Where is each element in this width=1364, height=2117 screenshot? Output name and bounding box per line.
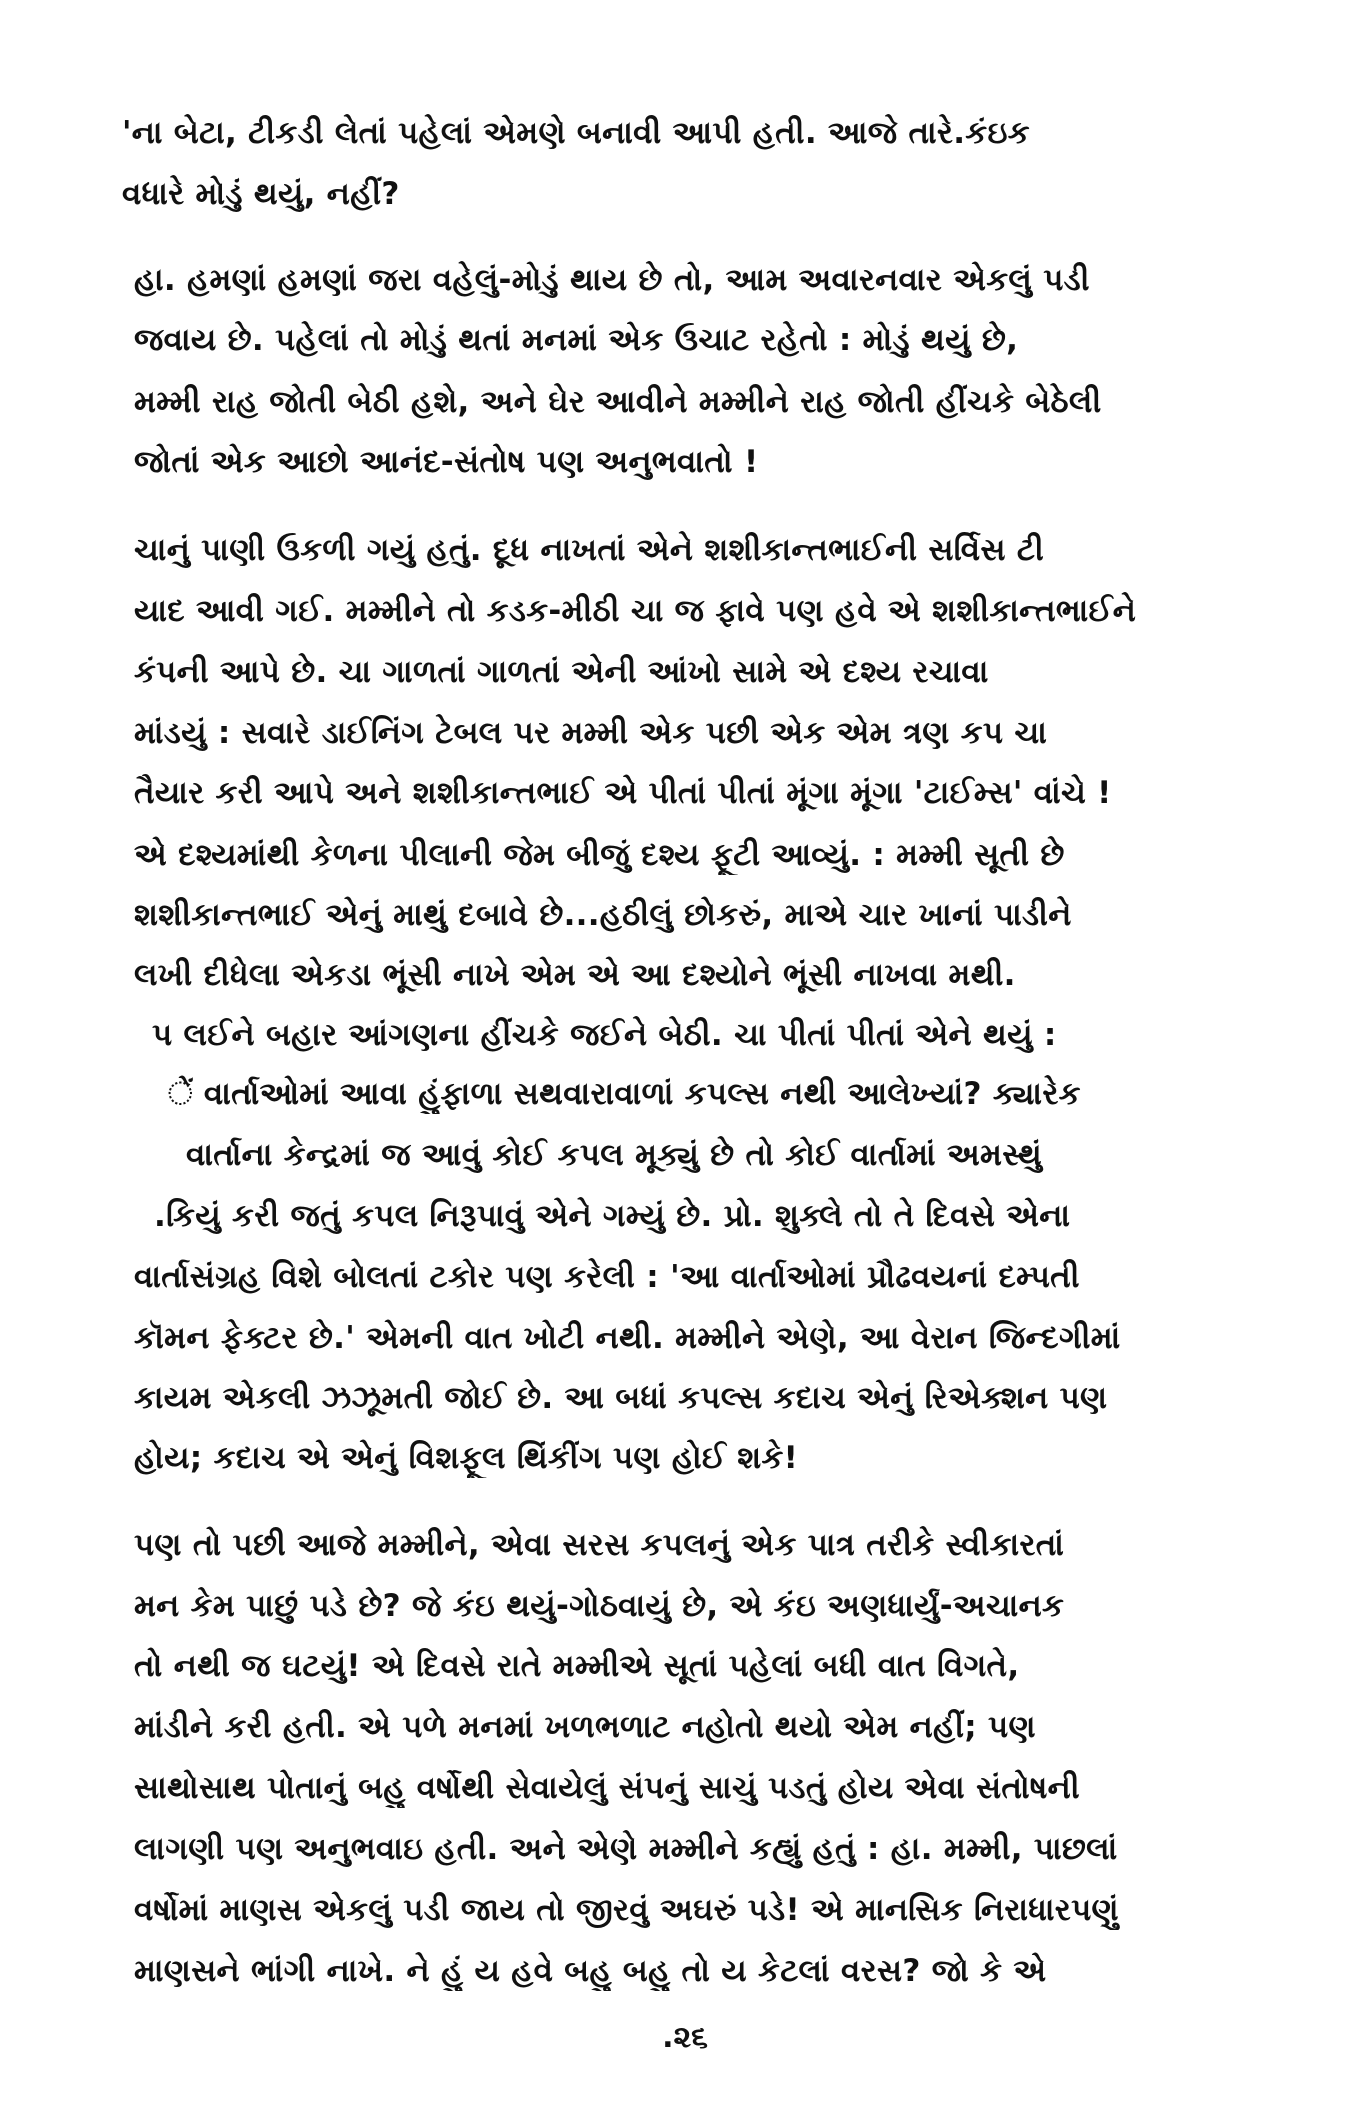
text-line: વાર્તાસંગ્રહ વિશે બોલતાં ટકોર પણ કરેલી : 'આ વાર્તાઓમાં પ્રૌઢવયનાં દમ્પતી [134,1259,1080,1295]
text-line: વર્ષોમાં માણસ એકલું પડી જાય તો જીરવું અઘરું પડે! એ માનસિક નિરાધારપણું [134,1892,1119,1928]
text-line: તૈયાર કરી આપે અને શશીકાન્તભાઈ એ પીતાં પીતાં મૂંગા મૂંગા 'ટાઈમ્સ' વાંચે ! [134,775,1112,811]
text-line: .કિયું કરી જતું કપલ નિરૂપાવું એને ગમ્યું છે. પ્રો. શુક્લે તો તે દિવસે એના [154,1198,1071,1234]
text-line: માંડયું : સવારે ડાઈનિંગ ટેબલ પર મમ્મી એક પછી એક એમ ત્રણ કપ ચા [134,715,1048,751]
text-line: તો નથી જ ઘટયું! એ દિવસે રાતે મમ્મીએ સૂતાં પહેલાં બધી વાત વિગતે, [134,1648,1020,1684]
text-line: કાયમ એકલી ઝઝૂમતી જોઈ છે. આ બધાં કપલ્સ કદાચ એનું રિએક્શન પણ [134,1380,1108,1416]
text-line: જવાય છે. પહેલાં તો મોડું થતાં મનમાં એક ઉચાટ રહેતો : મોડું થયું છે, [134,322,1019,358]
text-line: માણસને ભાંગી નાખે. ને હું ય હવે બહુ બહુ તો ય કેટલાં વરસ? જો કે એ [134,1953,1047,1989]
text-line: લાગણી પણ અનુભવાઇ હતી. અને એણે મમ્મીને કહ્યું હતું : હા. મમ્મી, પાછલાં [134,1831,1118,1867]
text-line: લખી દીધેલા એકડા ભૂંસી નાખે એમ એ આ દશ્યોને ભૂંસી નાખવા મથી. [134,957,1016,993]
text-line: કૉમન ફેક્ટર છે.' એમની વાત ખોટી નથી. મમ્મીને એણે, આ વેરાન જિન્દગીમાં [134,1320,1121,1356]
text-line: પણ તો પછી આજે મમ્મીને, એવા સરસ કપલનું એક પાત્ર તરીકે સ્વીકારતાં [134,1527,1065,1563]
text-line: વાર્તાના કેન્દ્રમાં જ આવું કોઈ કપલ મૂક્યું છે તો કોઈ વાર્તામાં અમસ્થું [186,1137,1042,1173]
text-line: મમ્મી રાહ જોતી બેઠી હશે, અને ઘેર આવીને મમ્મીને રાહ જોતી હીંચકે બેઠેલી [134,384,1102,420]
text-line: યાદ આવી ગઈ. મમ્મીને તો કડક-મીઠી ચા જ ફાવે પણ હવે એ શશીકાન્તભાઈને [134,593,1137,629]
text-line: માંડીને કરી હતી. એ પળે મનમાં ખળભળાટ નહોતો થયો એમ નહીં; પણ [134,1709,1036,1745]
text-line: હા. હમણાં હમણાં જરા વહેલું-મોડું થાય છે તો, આમ અવારનવાર એકલું પડી [134,262,1090,298]
text-line: મન કેમ પાછું પડે છે? જે કંઇ થયું-ગોઠવાયું છે, એ કંઇ અણધાર્યું-અચાનક [134,1588,1065,1624]
text-line: કંપની આપે છે. ચા ગાળતાં ગાળતાં એની આંખો સામે એ દશ્ય રચાવા [134,654,989,690]
text-line: હોય; કદાચ એ એનું વિશફૂલ થિંકીંગ પણ હોઈ શકે! [134,1440,799,1476]
text-line: એ દશ્યમાંથી કેળના પીલાની જેમ બીજું દશ્ય ફૂટી આવ્યું. : મમ્મી સૂતી છે [134,837,1065,873]
text-line: શશીકાન્તભાઈ એનું માથું દબાવે છે...હઠીલું છોકરું, માએ ચાર ખાનાં પાડીને [134,897,1072,933]
text-line: 'ના બેટા, ટીકડી લેતાં પહેલાં એમણે બનાવી આપી હતી. આજે તારે.કંઇક [122,115,1030,151]
text-line: પ લઈને બહાર આંગણના હીંચકે જઈને બેઠી. ચા પીતાં પીતાં એને થયું : [152,1017,1057,1053]
text-line: વધારે મોડું થયું, નહીં? [122,176,400,212]
text-line: જોતાં એક આછો આનંદ-સંતોષ પણ અનુભવાતો ! [134,444,759,480]
text-line: સાથોસાથ પોતાનું બહુ વર્ષોથી સેવાયેલું સંપનું સાચું પડતું હોય એવા સંતોષની [134,1770,1080,1806]
text-line: ચાનું પાણી ઉકળી ગયું હતું. દૂધ નાખતાં એને શશીકાન્તભાઈની સર્વિસ ટી [134,532,1045,568]
page-number: .૨૬ [662,2020,708,2055]
text-line: ેં વાર્તાઓમાં આવા હુંફાળા સથવારાવાળાં કપલ્સ નથી આલેખ્યાં? ક્યારેક [168,1076,1081,1112]
